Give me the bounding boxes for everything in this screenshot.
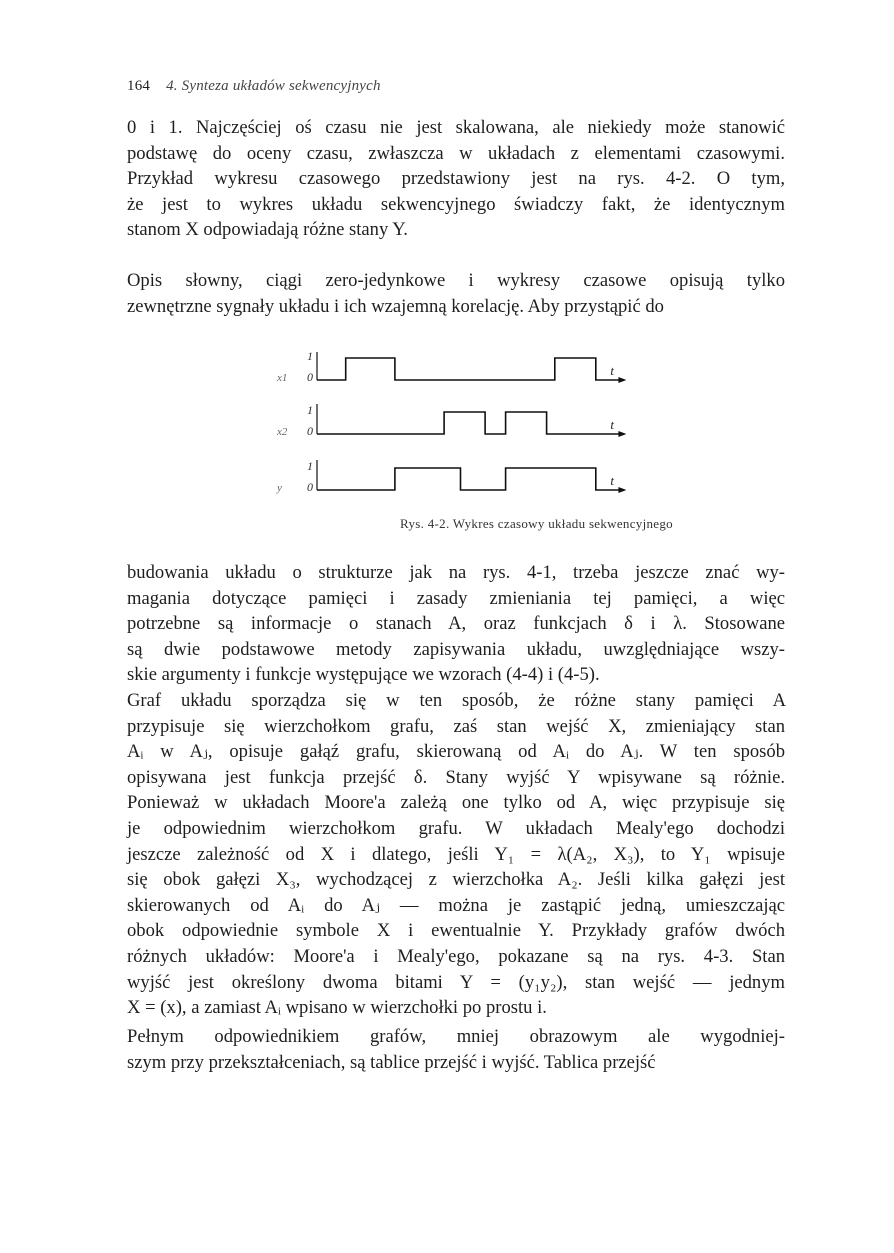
text-line: potrzebne są informacje o stanach A, oraz funkcjach δ i λ. Stosowane — [127, 613, 785, 635]
low-label-y: 0 — [307, 480, 313, 494]
text-line: magania dotyczące pamięci i zasady zmieniania tej pamięci, a więc — [127, 587, 785, 609]
signal-name-y: y — [277, 482, 282, 494]
text-line: Ponieważ w układach Moore'a zależą one tylko od A, więc przypisuje się — [127, 792, 785, 814]
paragraph-3 — [127, 560, 785, 688]
page-number: 164 — [127, 78, 151, 94]
text-line: stanom X odpowiadają różne stany Y. — [127, 219, 408, 241]
text-line: szym przy przekształceniach, są tablice przejść i wyjść. Tablica przejść — [127, 1051, 656, 1073]
high-label-x1: 1 — [307, 352, 313, 363]
text-line: X = (x), a zamiast Aᵢ wpisano w wierzchołki po prostu i. — [127, 997, 547, 1019]
text-line: Pełnym odpowiednikiem grafów, mniej obrazowym ale wygodniej- — [127, 1026, 785, 1047]
paragraph-1 — [127, 115, 785, 243]
text-line: Przykład wykresu czasowego przedstawiony jest na rys. 4-2. O tym, — [127, 168, 785, 190]
time-arrow-x2 — [618, 431, 626, 437]
text-line: przypisuje się wierzchołkom grafu, zaś stan wejść X, zmieniający stan — [127, 715, 785, 737]
paragraph-5 — [127, 1024, 785, 1075]
text-line: jeszcze zależność od X i dlatego, jeśli Y₁ = λ(A₂, X₃), to Y₁ wpisuje — [127, 843, 785, 865]
waveform-y — [317, 468, 620, 490]
figure-caption: Rys. 4-2. Wykres czasowy układu sekwencyjnego — [400, 516, 673, 531]
text-line: skierowanych od Aᵢ do Aⱼ — można je zastąpić jedną, umieszczając — [127, 894, 785, 916]
low-label-x1: 0 — [307, 370, 313, 384]
text-line: opisywana jest funkcja przejść δ. Stany wyjść Y wpisywane są różnie. — [127, 766, 785, 788]
high-label-y: 1 — [307, 459, 313, 473]
signal-name-x1: x1 — [277, 372, 288, 384]
text-line: 0 i 1. Najczęściej oś czasu nie jest skalowana, ale niekiedy może stanowić — [127, 117, 785, 138]
text-line: Opis słowny, ciągi zero-jedynkowe i wykresy czasowe opisują tylko — [127, 270, 785, 291]
text-line: wyjść jest określony dwoma bitami Y = (y₁y₂), stan wejść — jednym — [127, 971, 785, 993]
waveform-x2 — [317, 412, 620, 434]
text-line: podstawę do oceny czasu, zwłaszcza w układach z elementami czasowymi. — [127, 142, 785, 164]
running-title: 4. Synteza układów sekwencyjnych — [166, 78, 381, 94]
waveform-x1 — [317, 358, 620, 380]
text-line: Graf układu sporządza się w ten sposób, że różne stany pamięci A — [127, 690, 785, 711]
text-line: obok odpowiednie symbole X i ewentualnie Y. Przykłady grafów dwóch — [127, 920, 785, 942]
text-line: je odpowiednim wierzchołkom grafu. W układach Mealy'ego dochodzi — [127, 817, 785, 839]
timing-diagram — [255, 352, 635, 512]
text-line: skie argumenty i funkcje występujące we wzorach (4-4) i (4-5). — [127, 664, 600, 686]
low-label-x2: 0 — [307, 424, 313, 438]
time-label-y: t — [610, 473, 615, 488]
high-label-x2: 1 — [307, 403, 313, 417]
signal-name-x2: x2 — [277, 426, 288, 438]
text-line: różnych układów: Moore'a i Mealy'ego, pokazane są na rys. 4-3. Stan — [127, 945, 785, 967]
paragraph-4 — [127, 688, 785, 1021]
time-arrow-y — [618, 487, 626, 493]
text-line: się obok gałęzi X₃, wychodzącej z wierzchołka A₂. Jeśli kilka gałęzi jest — [127, 869, 785, 891]
text-line: zewnętrzne sygnały układu i ich wzajemną korelację. Aby przystąpić do — [127, 295, 664, 317]
time-arrow-x1 — [618, 377, 626, 383]
time-label-x1: t — [610, 363, 615, 378]
text-line: budowania układu o strukturze jak na rys. 4-1, trzeba jeszcze znać wy- — [127, 562, 785, 583]
paragraph-2 — [127, 268, 785, 319]
text-line: że jest to wykres układu sekwencyjnego świadczy fakt, że identycznym — [127, 193, 785, 215]
text-line: Aᵢ w Aⱼ, opisuje gałąź grafu, skierowaną od Aᵢ do Aⱼ. W ten sposób — [127, 741, 785, 763]
text-line: są dwie podstawowe metody zapisywania układu, uwzględniające wszy- — [127, 638, 785, 660]
running-header — [127, 78, 381, 95]
time-label-x2: t — [610, 417, 615, 432]
